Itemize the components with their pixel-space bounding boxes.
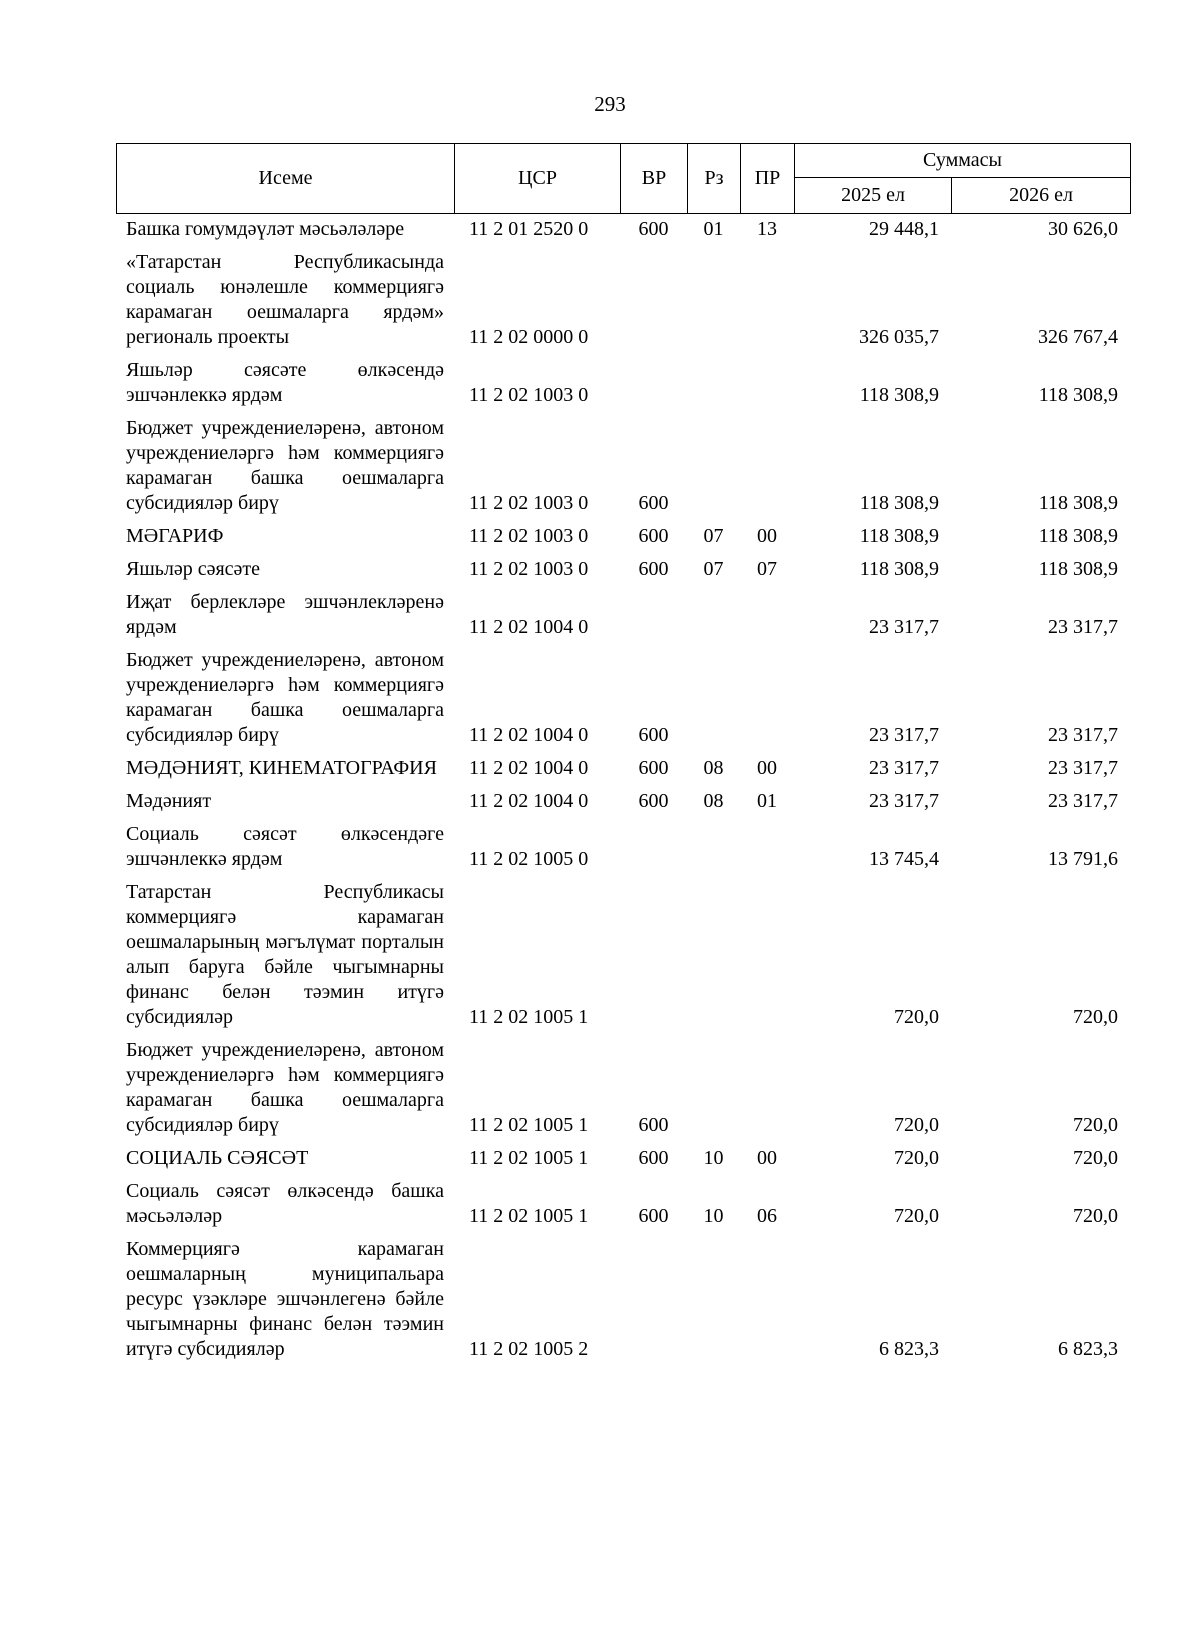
table-row [116, 215, 1130, 248]
row-pr: 13 [757, 218, 777, 240]
row-rz [687, 1235, 740, 1368]
header-pr: ПР [741, 144, 795, 214]
budget-table [116, 215, 1130, 1368]
row-amount-2025: 326 035,7 [859, 326, 939, 348]
row-amount-2025: 720,0 [894, 1147, 939, 1169]
row-amount-2025: 118 308,9 [859, 384, 939, 406]
row-amount-2026: 23 317,7 [1048, 790, 1118, 812]
row-rz [687, 248, 740, 356]
row-vr: 600 [638, 525, 669, 547]
row-amount-2026: 326 767,4 [1038, 326, 1118, 348]
row-amount-2025: 6 823,3 [879, 1338, 939, 1360]
row-vr: 600 [638, 1147, 669, 1169]
row-pr [740, 1235, 794, 1368]
row-pr: 06 [757, 1205, 777, 1227]
row-pr [740, 588, 794, 646]
header-vr: ВР [621, 144, 688, 214]
row-name: Коммерциягә карамаган оешмаларның муниципальара ресурс үзәкләре эшчәнлегенә бәйле чыгымнарны финанс белән тәэмин итүгә субсидияләр [126, 1238, 444, 1360]
table-row [116, 754, 1130, 787]
row-csr: 11 2 02 1005 0 [469, 848, 589, 870]
row-amount-2026: 118 308,9 [1038, 384, 1118, 406]
row-rz: 10 [703, 1205, 724, 1227]
row-csr: 11 2 02 1004 0 [469, 757, 589, 779]
row-name: Иҗат берлекләре эшчәнлекләренә ярдәм [126, 591, 444, 638]
row-pr [740, 878, 794, 1036]
row-amount-2025: 29 448,1 [869, 218, 939, 240]
row-vr: 600 [638, 218, 669, 240]
header-csr: ЦСР [455, 144, 621, 214]
row-csr: 11 2 02 1003 0 [469, 384, 589, 406]
page-number: 293 [594, 92, 626, 116]
row-rz [687, 878, 740, 1036]
row-vr: 600 [638, 724, 669, 746]
row-csr: 11 2 02 1004 0 [469, 616, 589, 638]
row-csr: 11 2 01 2520 0 [469, 218, 589, 240]
row-pr [740, 1036, 794, 1144]
row-vr [620, 248, 687, 356]
row-pr [740, 248, 794, 356]
row-vr [620, 878, 687, 1036]
row-pr: 00 [757, 525, 777, 547]
row-amount-2025: 23 317,7 [869, 724, 939, 746]
row-amount-2025: 720,0 [894, 1006, 939, 1028]
row-rz: 08 [703, 757, 724, 779]
row-rz [687, 414, 740, 522]
row-rz [687, 1036, 740, 1144]
row-vr: 600 [638, 1114, 669, 1136]
row-amount-2026: 23 317,7 [1048, 757, 1118, 779]
row-vr: 600 [638, 1205, 669, 1227]
row-csr: 11 2 02 1003 0 [469, 525, 589, 547]
row-name: СОЦИАЛЬ СӘЯСӘТ [126, 1147, 309, 1169]
row-amount-2026: 118 308,9 [1038, 492, 1118, 514]
row-name: Социаль сәясәт өлкәсендәге эшчәнлеккә ярдәм [126, 823, 444, 870]
table-row [116, 588, 1130, 646]
header-year-2025: 2025 ел [795, 178, 952, 214]
table-row [116, 787, 1130, 820]
row-amount-2025: 23 317,7 [869, 616, 939, 638]
row-csr: 11 2 02 1005 1 [469, 1114, 589, 1136]
table-row [116, 1144, 1130, 1177]
row-pr [740, 356, 794, 414]
table-row [116, 1036, 1130, 1144]
row-amount-2025: 720,0 [894, 1205, 939, 1227]
row-name: Яшьләр сәясәте өлкәсендә эшчәнлеккә ярдәм [126, 359, 444, 406]
row-rz [687, 588, 740, 646]
row-vr: 600 [638, 757, 669, 779]
row-vr: 600 [638, 790, 669, 812]
row-pr: 01 [757, 790, 777, 812]
header-sums: Суммасы [795, 144, 1131, 178]
table-header [116, 143, 1131, 214]
row-rz: 07 [703, 525, 724, 547]
row-amount-2025: 13 745,4 [869, 848, 939, 870]
row-name: Мәдәният [126, 790, 212, 812]
row-amount-2025: 118 308,9 [859, 525, 939, 547]
row-amount-2026: 118 308,9 [1038, 558, 1118, 580]
table-row [116, 522, 1130, 555]
row-rz: 08 [703, 790, 724, 812]
row-vr: 600 [638, 492, 669, 514]
row-pr: 00 [757, 757, 777, 779]
row-vr: 600 [638, 558, 669, 580]
row-vr [620, 820, 687, 878]
row-name: Социаль сәясәт өлкәсендә башка мәсьәләләр [126, 1180, 444, 1227]
row-name: Татарстан Республикасы коммерциягә карамаган оешмаларының мәгълүмат порталын алып баруга бәйле чыгымнарны финанс белән тәэмин итүгә субсидияләр [126, 881, 444, 1028]
row-csr: 11 2 02 1005 1 [469, 1006, 589, 1028]
row-pr: 00 [757, 1147, 777, 1169]
table-row [116, 878, 1130, 1036]
row-amount-2025: 118 308,9 [859, 492, 939, 514]
row-amount-2026: 23 317,7 [1048, 616, 1118, 638]
row-name: Бюджет учреждениеләренә, автоном учреждениеләргә һәм коммерциягә карамаган башка оешмаларга субсидияләр бирү [126, 649, 444, 746]
row-csr: 11 2 02 1004 0 [469, 724, 589, 746]
row-amount-2025: 118 308,9 [859, 558, 939, 580]
row-pr [740, 820, 794, 878]
row-csr: 11 2 02 1005 1 [469, 1205, 589, 1227]
row-amount-2026: 13 791,6 [1048, 848, 1118, 870]
row-rz: 07 [703, 558, 724, 580]
row-csr: 11 2 02 1005 2 [469, 1338, 589, 1360]
row-amount-2026: 720,0 [1073, 1006, 1118, 1028]
row-name: Яшьләр сәясәте [126, 558, 261, 580]
row-name: МӘГАРИФ [126, 525, 224, 547]
row-name: Башка гомумдәүләт мәсьәләләре [126, 218, 405, 240]
row-rz [687, 646, 740, 754]
table-row [116, 414, 1130, 522]
header-rz: Рз [688, 144, 741, 214]
row-name: «Татарстан Республикасында социаль юнәлешле коммерциягә карамаган оешмаларга ярдәм» региональ проекты [126, 251, 444, 348]
row-rz [687, 356, 740, 414]
table-row [116, 356, 1130, 414]
header-name: Исеме [117, 144, 455, 214]
row-amount-2025: 23 317,7 [869, 790, 939, 812]
table-row [116, 248, 1130, 356]
row-vr [620, 588, 687, 646]
row-amount-2025: 23 317,7 [869, 757, 939, 779]
row-csr: 11 2 02 1004 0 [469, 790, 589, 812]
row-rz: 01 [703, 218, 724, 240]
table-row [116, 646, 1130, 754]
header-year-2026: 2026 ел [952, 178, 1131, 214]
table-row [116, 1235, 1130, 1368]
row-amount-2025: 720,0 [894, 1114, 939, 1136]
table-row [116, 1177, 1130, 1235]
row-amount-2026: 720,0 [1073, 1205, 1118, 1227]
row-vr [620, 1235, 687, 1368]
row-name: Бюджет учреждениеләренә, автоном учреждениеләргә һәм коммерциягә карамаган башка оешмаларга субсидияләр бирү [126, 1039, 444, 1136]
row-amount-2026: 118 308,9 [1038, 525, 1118, 547]
row-amount-2026: 720,0 [1073, 1147, 1118, 1169]
table-row [116, 820, 1130, 878]
row-pr [740, 414, 794, 522]
row-pr: 07 [757, 558, 777, 580]
row-rz: 10 [703, 1147, 724, 1169]
row-rz [687, 820, 740, 878]
row-csr: 11 2 02 1003 0 [469, 558, 589, 580]
row-amount-2026: 6 823,3 [1058, 1338, 1118, 1360]
row-csr: 11 2 02 1003 0 [469, 492, 589, 514]
row-amount-2026: 30 626,0 [1048, 218, 1118, 240]
row-name: Бюджет учреждениеләренә, автоном учреждениеләргә һәм коммерциягә карамаган башка оешмаларга субсидияләр бирү [126, 417, 444, 514]
row-csr: 11 2 02 1005 1 [469, 1147, 589, 1169]
row-amount-2026: 23 317,7 [1048, 724, 1118, 746]
row-vr [620, 356, 687, 414]
row-pr [740, 646, 794, 754]
row-csr: 11 2 02 0000 0 [469, 326, 589, 348]
row-name: МӘДӘНИЯТ, КИНЕМАТОГРАФИЯ [126, 757, 437, 779]
row-amount-2026: 720,0 [1073, 1114, 1118, 1136]
table-row [116, 555, 1130, 588]
